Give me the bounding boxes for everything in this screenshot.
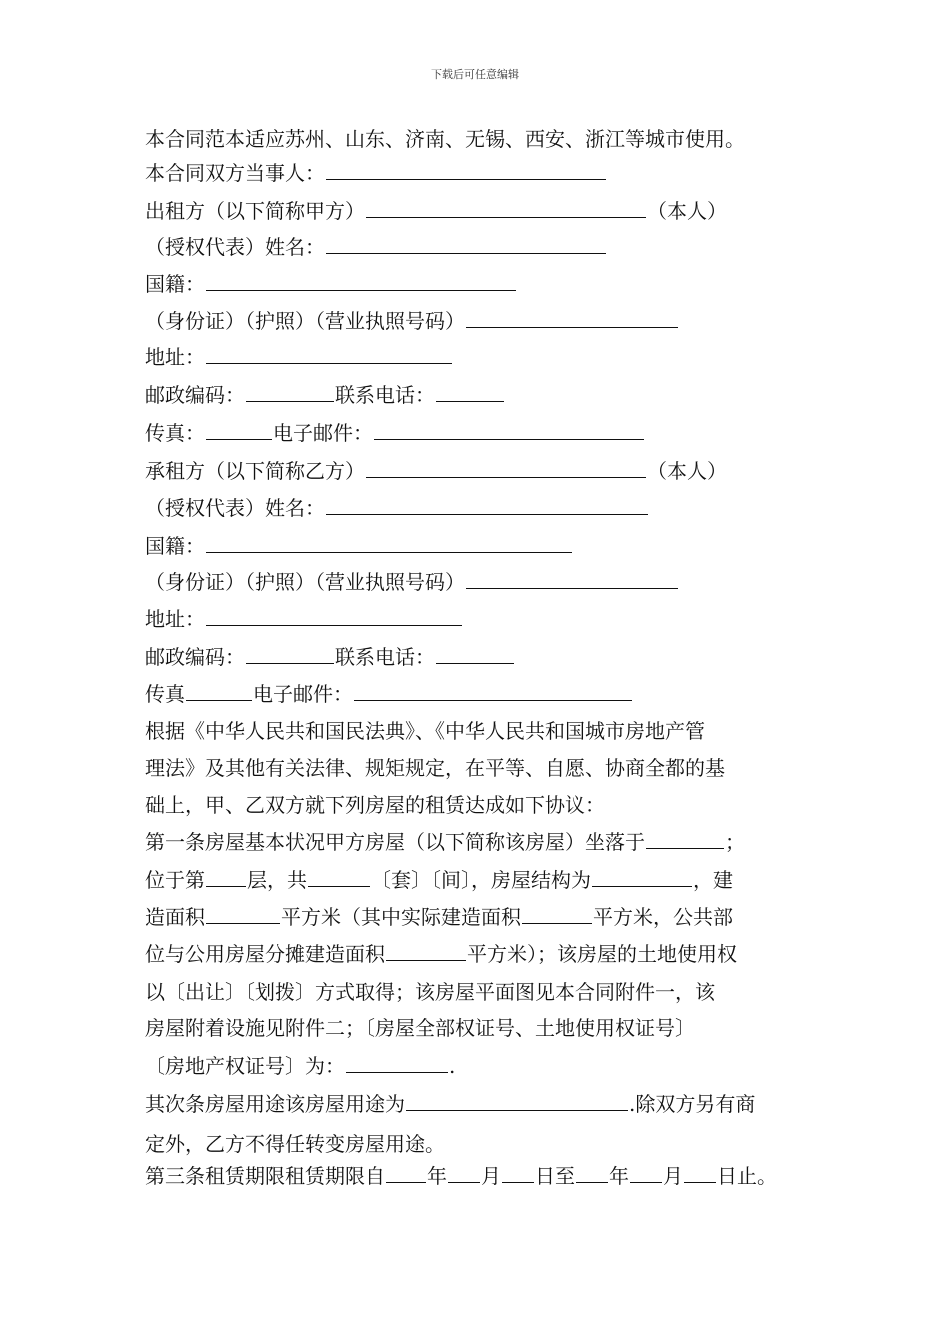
fill-in-blank[interactable]	[436, 381, 504, 402]
fill-in-blank[interactable]	[206, 903, 280, 924]
fill-in-blank[interactable]	[366, 457, 646, 478]
document-line	[145, 903, 733, 931]
line-text: 月	[481, 1164, 501, 1188]
document-line	[145, 643, 515, 671]
fill-in-blank[interactable]	[186, 680, 252, 701]
line-text: 传真	[145, 682, 185, 706]
fill-in-blank[interactable]	[386, 940, 466, 961]
line-text: 层，共	[247, 868, 307, 892]
line-text: 以〔出让〕〔划拨〕方式取得；该房屋平面图见本合同附件一，该	[145, 980, 715, 1004]
fill-in-blank[interactable]	[646, 828, 724, 849]
line-text: 日至	[535, 1164, 575, 1188]
document-line	[145, 1162, 777, 1190]
fill-in-blank[interactable]	[206, 532, 572, 553]
line-text: 定外，乙方不得任转变房屋用途。	[145, 1132, 445, 1156]
line-text: （身份证）（护照）（营业执照号码）	[145, 309, 465, 333]
fill-in-blank[interactable]	[326, 494, 648, 515]
document-line	[145, 1130, 445, 1158]
document-line	[145, 125, 745, 153]
line-text: （本人）	[647, 199, 727, 223]
document-line	[145, 680, 633, 708]
fill-in-blank[interactable]	[466, 568, 678, 589]
fill-in-blank[interactable]	[576, 1162, 608, 1183]
fill-in-blank[interactable]	[406, 1090, 628, 1111]
document-line	[145, 1090, 755, 1118]
document-line	[145, 159, 607, 187]
line-text: ，建	[693, 868, 733, 892]
line-text: （身份证）（护照）（营业执照号码）	[145, 570, 465, 594]
document-line	[145, 233, 607, 261]
document-line	[145, 270, 517, 298]
line-text: 根据《中华人民共和国民法典》、《中华人民共和国城市房地产管	[145, 719, 705, 743]
line-text: 其次条房屋用途该房屋用途为	[145, 1092, 405, 1116]
line-text: 平方米）；该房屋的土地使用权	[467, 942, 737, 966]
document-line	[145, 605, 463, 633]
document-line	[145, 457, 727, 485]
line-text: 地址：	[145, 345, 205, 369]
line-text: 国籍：	[145, 272, 205, 296]
fill-in-blank[interactable]	[206, 343, 452, 364]
fill-in-blank[interactable]	[326, 159, 606, 180]
document-line	[145, 568, 679, 596]
fill-in-blank[interactable]	[522, 903, 592, 924]
line-text: 邮政编码：	[145, 645, 245, 669]
line-text: 日止。	[717, 1164, 777, 1188]
line-text: 理法》及其他有关法律、规矩规定，在平等、自愿、协商全都的基	[145, 756, 725, 780]
document-line	[145, 532, 573, 560]
line-text: 地址：	[145, 607, 205, 631]
document-line	[145, 866, 733, 894]
line-text: 第一条房屋基本状况甲方房屋（以下简称该房屋）坐落于	[145, 830, 645, 854]
fill-in-blank[interactable]	[592, 866, 692, 887]
document-line	[145, 828, 745, 856]
document-line	[145, 1052, 455, 1080]
line-text: 出租方（以下简称甲方）	[145, 199, 365, 223]
document-line	[145, 494, 649, 522]
line-text: 位与公用房屋分摊建造面积	[145, 942, 385, 966]
line-text: 联系电话：	[335, 645, 435, 669]
line-text: （授权代表）姓名：	[145, 235, 325, 259]
document-line	[145, 381, 505, 409]
document-line	[145, 717, 705, 745]
document-line	[145, 1014, 695, 1042]
line-text: .除双方另有商	[629, 1092, 756, 1116]
fill-in-blank[interactable]	[374, 419, 644, 440]
line-text: 本合同双方当事人：	[145, 161, 325, 185]
line-text: 电子邮件：	[273, 421, 373, 445]
fill-in-blank[interactable]	[206, 419, 272, 440]
document-line	[145, 978, 715, 1006]
line-text: 年	[609, 1164, 629, 1188]
fill-in-blank[interactable]	[386, 1162, 426, 1183]
fill-in-blank[interactable]	[502, 1162, 534, 1183]
fill-in-blank[interactable]	[246, 381, 334, 402]
fill-in-blank[interactable]	[206, 270, 516, 291]
line-text: 国籍：	[145, 534, 205, 558]
fill-in-blank[interactable]	[326, 233, 606, 254]
fill-in-blank[interactable]	[630, 1162, 662, 1183]
fill-in-blank[interactable]	[206, 866, 246, 887]
fill-in-blank[interactable]	[308, 866, 370, 887]
fill-in-blank[interactable]	[354, 680, 632, 701]
line-text: 传真：	[145, 421, 205, 445]
line-text: 月	[663, 1164, 683, 1188]
line-text: 〔套〕〔间〕，房屋结构为	[371, 868, 591, 892]
document-line	[145, 343, 453, 371]
document-line	[145, 197, 727, 225]
line-text: 位于第	[145, 868, 205, 892]
line-text: 年	[427, 1164, 447, 1188]
line-text: 〔房地产权证号〕为：	[145, 1054, 345, 1078]
fill-in-blank[interactable]	[684, 1162, 716, 1183]
line-text: 承租方（以下简称乙方）	[145, 459, 365, 483]
fill-in-blank[interactable]	[246, 643, 334, 664]
line-text: .	[449, 1054, 456, 1078]
line-text: 础上，甲、乙双方就下列房屋的租赁达成如下协议：	[145, 793, 605, 817]
line-text: ；	[725, 830, 745, 854]
line-text: 电子邮件：	[253, 682, 353, 706]
fill-in-blank[interactable]	[206, 605, 462, 626]
line-text: 平方米（其中实际建造面积	[281, 905, 521, 929]
document-line	[145, 419, 645, 447]
document-line	[145, 940, 737, 968]
document-line	[145, 754, 725, 782]
fill-in-blank[interactable]	[436, 643, 514, 664]
line-text: 第三条租赁期限租赁期限自	[145, 1164, 385, 1188]
line-text: 邮政编码：	[145, 383, 245, 407]
line-text: （本人）	[647, 459, 727, 483]
line-text: 本合同范本适应苏州、山东、济南、无锡、西安、浙江等城市使用。	[145, 127, 745, 151]
document-line	[145, 307, 679, 335]
fill-in-blank[interactable]	[366, 197, 646, 218]
fill-in-blank[interactable]	[346, 1052, 448, 1073]
document-line	[145, 791, 605, 819]
line-text: 平方米，公共部	[593, 905, 733, 929]
line-text: 房屋附着设施见附件二；〔房屋全部权证号、土地使用权证号〕	[145, 1016, 695, 1040]
fill-in-blank[interactable]	[466, 307, 678, 328]
line-text: （授权代表）姓名：	[145, 496, 325, 520]
fill-in-blank[interactable]	[448, 1162, 480, 1183]
line-text: 联系电话：	[335, 383, 435, 407]
page-header: 下载后可任意编辑	[431, 68, 519, 81]
line-text: 造面积	[145, 905, 205, 929]
